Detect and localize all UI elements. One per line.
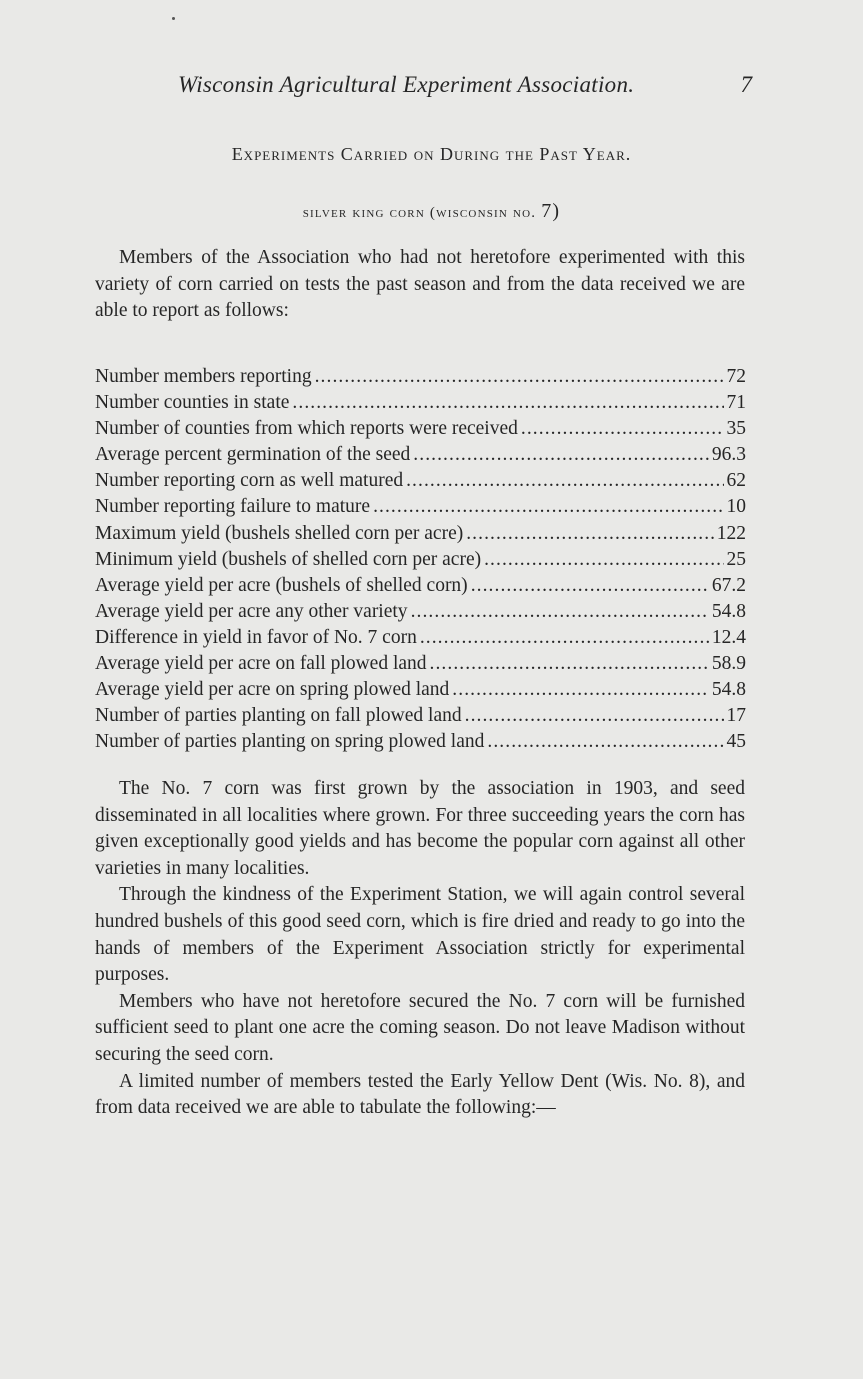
stat-label: Number reporting failure to mature xyxy=(95,496,371,518)
stat-row xyxy=(95,366,746,392)
stat-row xyxy=(95,549,746,575)
dot-leader xyxy=(406,470,723,492)
stat-row xyxy=(95,523,746,549)
dot-leader xyxy=(487,731,723,753)
subheading-text: silver king corn (wisconsin no. xyxy=(302,205,537,221)
dot-leader xyxy=(292,392,723,414)
dot-leader xyxy=(430,653,709,675)
stat-row xyxy=(95,627,746,653)
dot-leader xyxy=(466,523,714,545)
stat-value: 71 xyxy=(726,392,746,414)
stat-label: Maximum yield (bushels shelled corn per acre) xyxy=(95,522,464,544)
stat-row xyxy=(95,418,746,444)
stat-label: Average percent germination of the seed xyxy=(95,444,411,466)
dot-leader xyxy=(411,601,709,623)
ink-speck xyxy=(172,17,175,20)
stat-value: 10 xyxy=(726,496,746,518)
stat-label: Difference in yield in favor of No. 7 corn xyxy=(95,626,417,648)
stat-value: 72 xyxy=(726,366,746,387)
stat-row xyxy=(95,575,746,601)
stat-label: Number of counties from which reports were received xyxy=(95,418,518,440)
body-block xyxy=(95,776,745,1122)
stat-label: Number of parties planting on fall plowed land xyxy=(95,705,462,727)
body-paragraph: Members who have not heretofore secured the No. 7 corn will be furnished sufficient seed to plant one acre the coming season. Do not leave Madison without securing the seed corn. xyxy=(95,990,745,1065)
dot-leader xyxy=(471,575,709,597)
section-heading: Experiments Carried on During the Past Year. xyxy=(231,144,632,164)
statistics-list xyxy=(95,366,746,757)
dot-leader xyxy=(420,627,709,649)
stat-row xyxy=(95,653,746,679)
subheading-number: 7) xyxy=(541,200,561,222)
intro-paragraph: Members of the Association who had not heretofore experimented with this variety of corn carried on tests the past season and from the data received we are able to report as follows: xyxy=(95,247,745,322)
dot-leader xyxy=(452,679,709,701)
stat-row xyxy=(95,705,746,731)
running-title: Wisconsin Agricultural Experiment Association. xyxy=(178,72,635,97)
stat-label: Number counties in state xyxy=(95,392,290,414)
dot-leader xyxy=(315,366,724,388)
body-paragraph: A limited number of members tested the Early Yellow Dent (Wis. No. 8), and from data received we are able to tabulate the following:— xyxy=(95,1070,745,1119)
intro-block xyxy=(95,245,745,325)
stat-label: Number members reporting xyxy=(95,366,312,387)
stat-row xyxy=(95,679,746,705)
stat-label: Number of parties planting on spring plowed land xyxy=(95,731,485,753)
stat-value: 54.8 xyxy=(711,600,746,622)
stat-value: 17 xyxy=(726,705,746,727)
dot-leader xyxy=(373,496,723,518)
page-number: 7 xyxy=(740,72,752,97)
stat-label: Average yield per acre on fall plowed land xyxy=(95,653,427,675)
stat-label: Number reporting corn as well matured xyxy=(95,470,404,492)
stat-value: 25 xyxy=(726,548,746,570)
stat-value: 35 xyxy=(726,418,746,440)
subheading xyxy=(0,200,863,223)
stat-row xyxy=(95,470,746,496)
body-paragraph: Through the kindness of the Experiment Station, we will again control several hundred bushels of this good seed corn, which is fire dried and ready to go into the hands of members of the Experiment Association strictly for experimental purposes. xyxy=(95,884,745,986)
stat-row xyxy=(95,392,746,418)
stat-value: 54.8 xyxy=(711,679,746,701)
dot-leader xyxy=(521,418,724,440)
stat-label: Average yield per acre any other variety xyxy=(95,600,408,622)
stat-value: 96.3 xyxy=(711,444,746,466)
body-paragraph: The No. 7 corn was first grown by the association in 1903, and seed disseminated in all localities where grown. For three succeeding years the corn has given exceptionally good yields and has become the popular corn against all other varieties in many localities. xyxy=(95,778,745,879)
running-header xyxy=(96,72,752,102)
dot-leader xyxy=(465,705,724,727)
stat-value: 58.9 xyxy=(711,653,746,675)
stat-value: 45 xyxy=(726,731,746,753)
dot-leader xyxy=(484,549,723,571)
stat-row xyxy=(95,731,746,757)
stat-row xyxy=(95,444,746,470)
dot-leader xyxy=(413,444,709,466)
stat-label: Average yield per acre (bushels of shelled corn) xyxy=(95,574,468,596)
stat-value: 122 xyxy=(716,522,746,544)
stat-value: 62 xyxy=(726,470,746,492)
stat-label: Average yield per acre on spring plowed land xyxy=(95,679,450,701)
stat-value: 67.2 xyxy=(711,574,746,596)
stat-label: Minimum yield (bushels of shelled corn per acre) xyxy=(95,548,482,570)
stat-row xyxy=(95,601,746,627)
stat-row xyxy=(95,496,746,522)
stat-value: 12.4 xyxy=(711,626,746,648)
